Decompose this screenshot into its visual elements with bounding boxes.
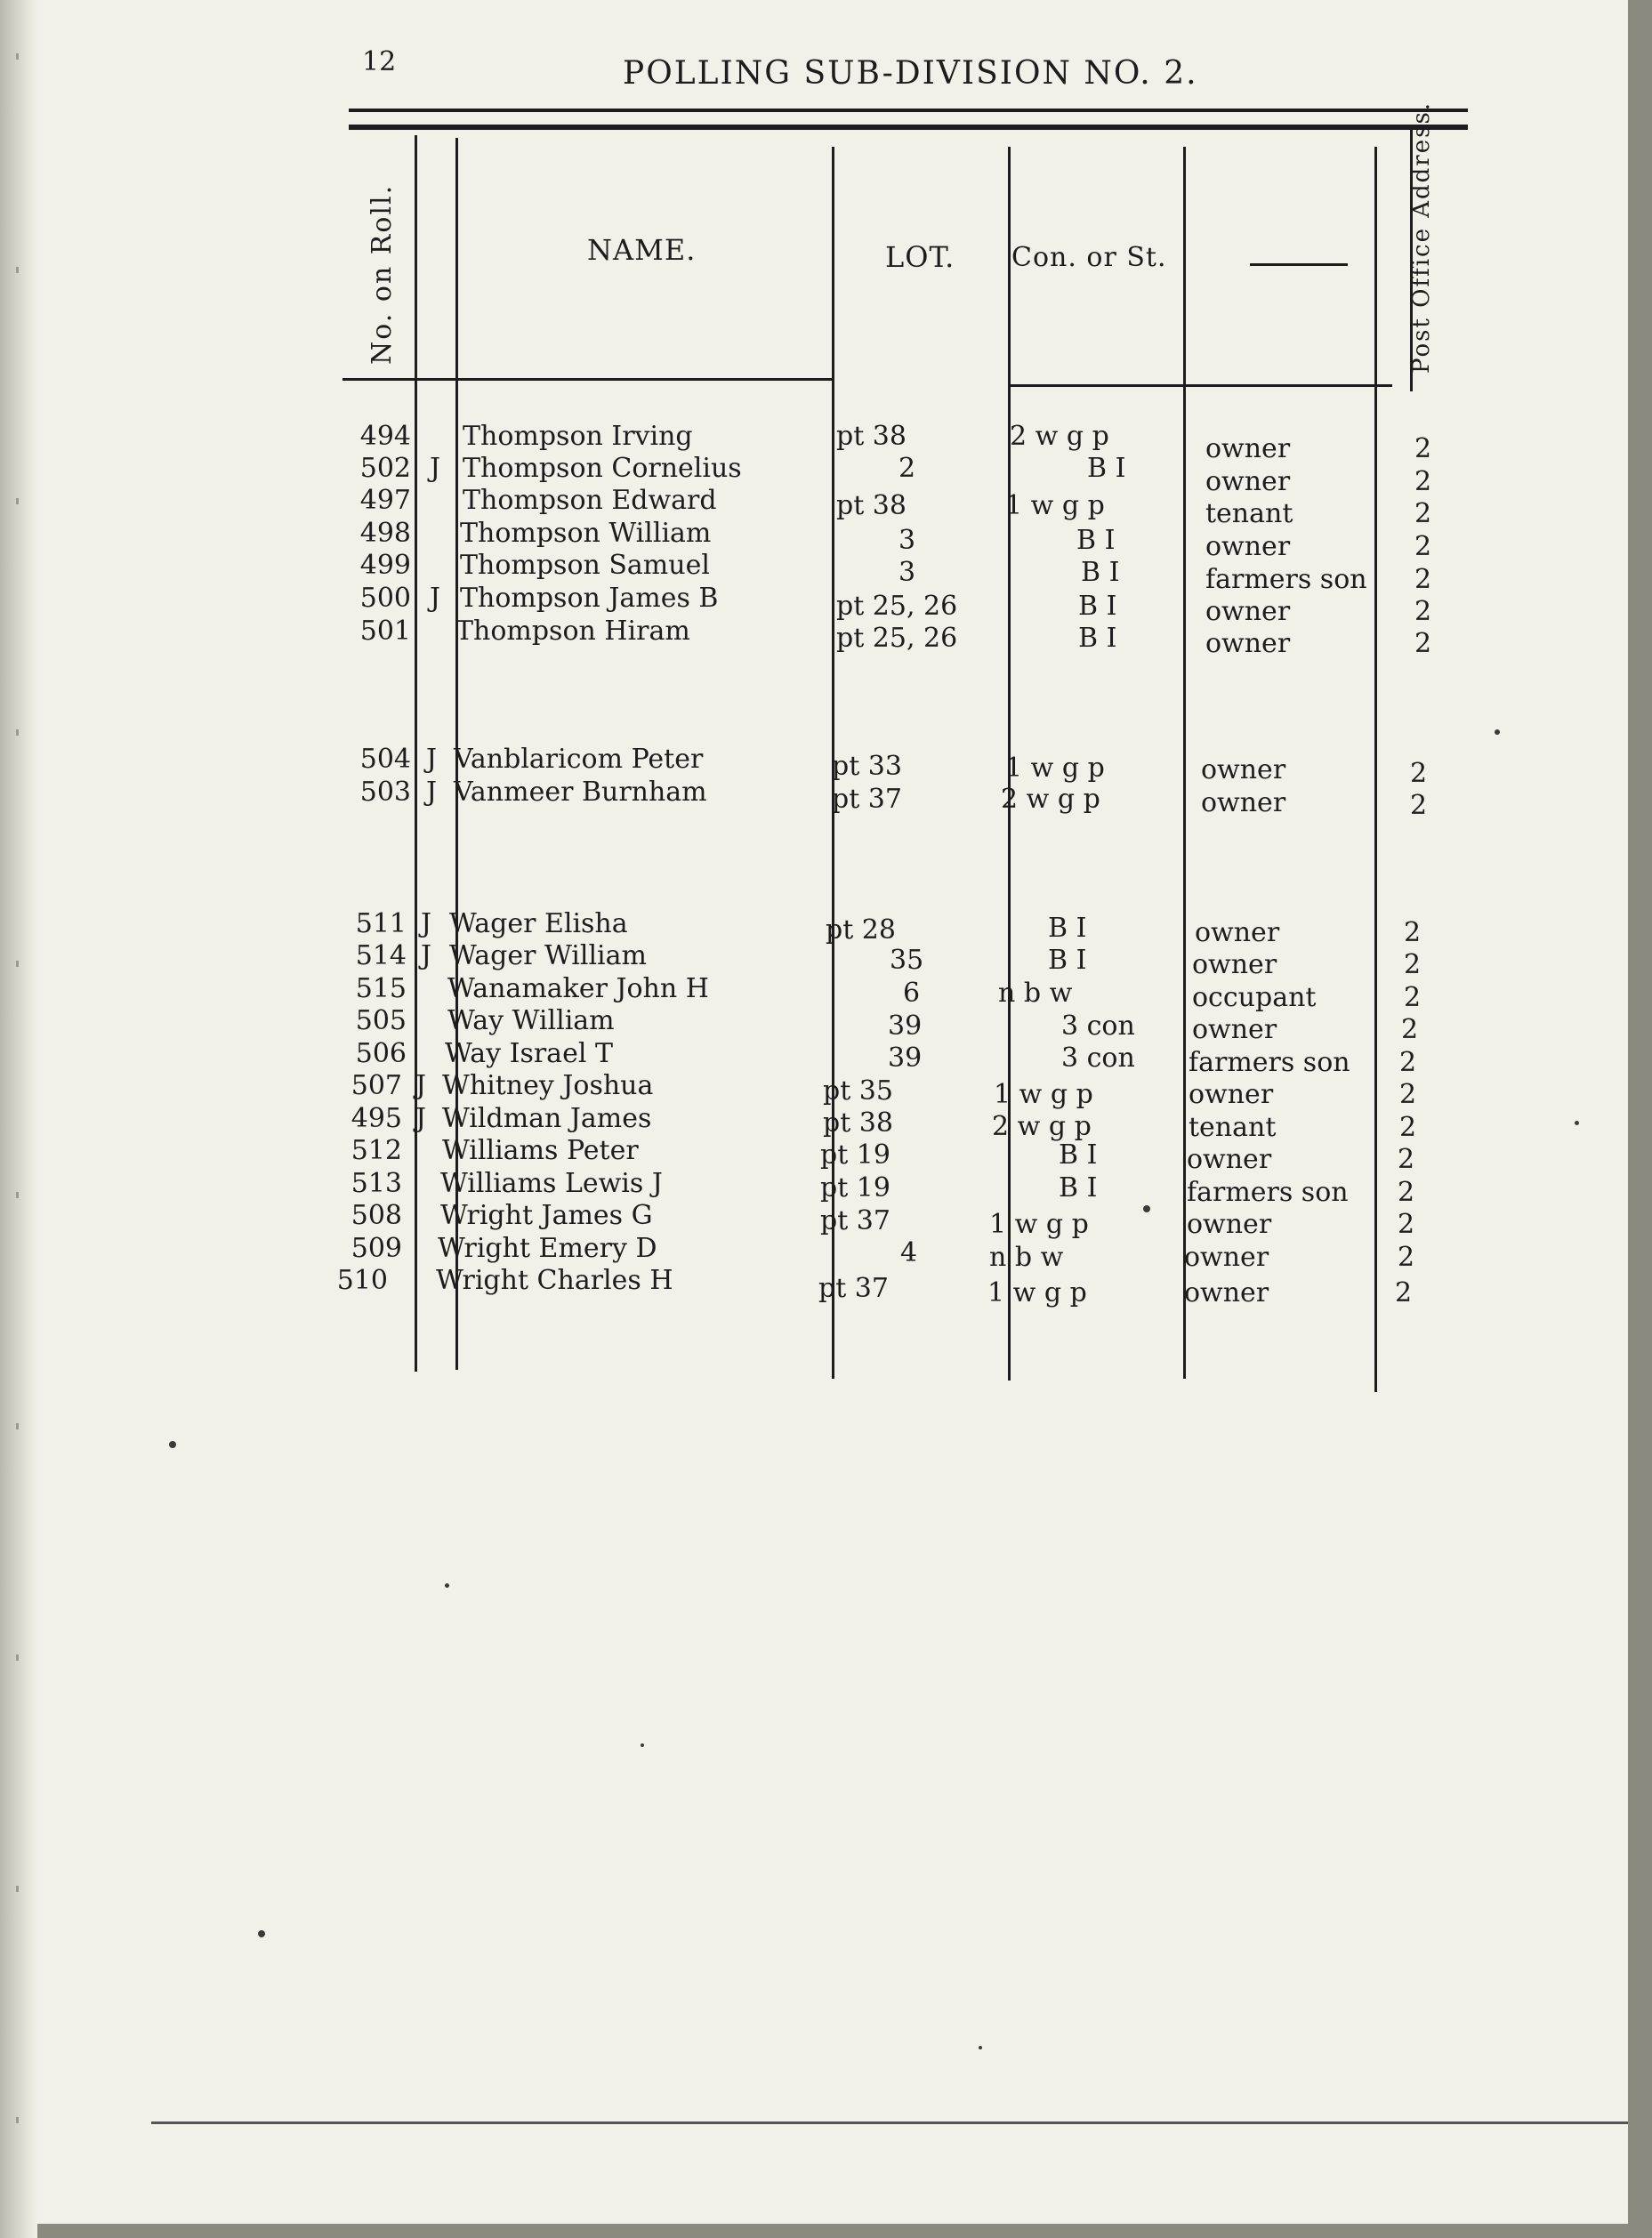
voter-name: Wager William: [449, 940, 647, 971]
voter-name: Wright Charles H: [436, 1265, 673, 1296]
roll-number: 514: [355, 940, 407, 971]
binding-stitch: [16, 2117, 19, 2123]
header-rule-top: [349, 109, 1468, 112]
post-office-number: 2: [1404, 949, 1422, 980]
concession: B I: [1048, 913, 1087, 944]
scan-speck: [979, 2046, 982, 2049]
post-office-number: 2: [1401, 1014, 1419, 1045]
lot-number: 3: [899, 525, 916, 556]
voter-name: Way William: [447, 1005, 615, 1036]
roll-number: 507: [351, 1070, 402, 1101]
post-office-number: 2: [1395, 1277, 1413, 1308]
post-office-number: 2: [1414, 433, 1432, 464]
tenure-status: farmers son: [1187, 1177, 1349, 1208]
voter-name: Thompson Irving: [463, 421, 693, 452]
tenure-status: owner: [1192, 1014, 1277, 1045]
voter-name: Thompson James B: [460, 583, 719, 614]
lot-number: pt 28: [826, 914, 896, 946]
juror-mark: J: [425, 777, 438, 808]
scan-speck: [1575, 1121, 1579, 1125]
binding-stitch: [16, 1192, 19, 1198]
juror-mark: J: [420, 940, 432, 971]
binding-stitch: [16, 1423, 19, 1429]
tenure-status: owner: [1184, 1277, 1269, 1308]
roll-number: 497: [359, 485, 411, 516]
lot-number: pt 19: [820, 1139, 890, 1171]
post-office-number: 2: [1414, 531, 1432, 562]
roll-number: 499: [359, 550, 411, 581]
concession: 1 w g p: [994, 1079, 1093, 1110]
concession: B I: [1076, 525, 1116, 556]
column-line: [1183, 147, 1186, 1379]
lot-number: pt 38: [823, 1107, 893, 1139]
roll-number: 508: [351, 1200, 402, 1231]
tenure-status: tenant: [1205, 498, 1293, 529]
page-edge-line: [151, 2121, 1628, 2124]
concession: B I: [1078, 623, 1117, 654]
post-office-number: 2: [1398, 1209, 1415, 1240]
juror-mark: J: [420, 908, 432, 939]
lot-number: pt 33: [832, 751, 902, 782]
roll-number: 509: [351, 1233, 402, 1264]
lot-number: 35: [890, 945, 924, 976]
post-office-number: 2: [1398, 1144, 1415, 1175]
binding-stitch: [16, 961, 19, 967]
roll-number: 500: [359, 583, 411, 614]
roll-number: 515: [355, 973, 407, 1004]
post-office-number: 2: [1414, 596, 1432, 627]
binding-stitch: [16, 267, 19, 273]
lot-number: 4: [900, 1237, 918, 1268]
tenure-status: owner: [1192, 949, 1277, 980]
concession: n b w: [989, 1242, 1064, 1273]
page-number: 12: [362, 46, 397, 77]
binding-stitch: [16, 53, 19, 60]
tenure-status: owner: [1205, 466, 1291, 497]
lot-number: pt 37: [820, 1205, 890, 1236]
voter-name: Wildman James: [442, 1103, 652, 1134]
tenure-status: owner: [1187, 1144, 1272, 1175]
voter-name: Wright Emery D: [438, 1233, 657, 1264]
column-header-name: NAME.: [587, 233, 697, 267]
concession: B I: [1087, 453, 1126, 484]
concession: B I: [1059, 1139, 1098, 1171]
scan-speck: [1143, 1205, 1150, 1212]
post-office-number: 2: [1410, 758, 1428, 789]
post-office-number: 2: [1410, 790, 1428, 821]
voter-name: Williams Peter: [442, 1135, 639, 1166]
lot-number: pt 19: [820, 1172, 890, 1204]
header-divider: [1010, 384, 1392, 387]
tenure-status: owner: [1189, 1079, 1274, 1110]
tenure-status: owner: [1184, 1242, 1269, 1273]
scan-speck: [641, 1743, 644, 1747]
roll-number: 503: [359, 777, 411, 808]
roll-number: 495: [351, 1103, 402, 1134]
voter-name: Vanmeer Burnham: [454, 777, 707, 808]
voter-name: Thompson Samuel: [460, 550, 710, 581]
juror-mark: J: [425, 744, 438, 775]
concession: 1 w g p: [1005, 490, 1105, 521]
juror-mark: J: [415, 1103, 427, 1134]
page-binding: [0, 0, 37, 2238]
tenure-status: tenant: [1189, 1112, 1277, 1143]
roll-number: 498: [359, 518, 411, 549]
voter-name: Way Israel T: [445, 1038, 613, 1069]
roll-number: 511: [355, 908, 407, 939]
voter-name: Whitney Joshua: [442, 1070, 654, 1101]
lot-number: pt 25, 26: [836, 591, 958, 622]
post-office-number: 2: [1404, 917, 1422, 948]
roll-number: 513: [351, 1168, 402, 1199]
roll-number: 504: [359, 744, 411, 775]
tenure-status: owner: [1201, 754, 1286, 785]
post-office-number: 2: [1398, 1177, 1415, 1208]
column-header-blank: [1250, 263, 1348, 266]
post-office-number: 2: [1399, 1047, 1417, 1078]
lot-number: 3: [899, 557, 916, 588]
voter-name: Wager Elisha: [449, 908, 628, 939]
roll-number: 505: [355, 1005, 407, 1036]
column-header-post-office: Post Office Address.: [1408, 101, 1435, 374]
tenure-status: owner: [1201, 787, 1286, 818]
voter-name: Thompson Hiram: [455, 616, 690, 647]
lot-number: 39: [888, 1010, 923, 1042]
lot-number: pt 35: [823, 1075, 893, 1107]
post-office-number: 2: [1414, 466, 1432, 497]
juror-mark: J: [415, 1070, 427, 1101]
post-office-number: 2: [1414, 498, 1432, 529]
roll-number: 510: [336, 1265, 388, 1296]
concession: 1 w g p: [1005, 753, 1105, 784]
lot-number: pt 38: [836, 421, 907, 452]
concession: 1 w g p: [987, 1277, 1087, 1308]
tenure-status: occupant: [1192, 982, 1317, 1013]
lot-number: 2: [899, 453, 916, 484]
voter-name: Thompson William: [460, 518, 712, 549]
lot-number: 6: [903, 978, 921, 1009]
running-head: POLLING SUB-DIVISION NO. 2.: [623, 55, 1198, 92]
lot-number: pt 25, 26: [836, 623, 958, 654]
post-office-number: 2: [1404, 982, 1422, 1013]
concession: B I: [1048, 945, 1087, 976]
concession: 2 w g p: [1001, 784, 1100, 815]
concession: 3 con: [1061, 1043, 1135, 1074]
voter-name: Wanamaker John H: [447, 973, 709, 1004]
concession: B I: [1078, 591, 1117, 622]
post-office-number: 2: [1414, 564, 1432, 595]
concession: B I: [1059, 1172, 1098, 1204]
column-header-lot: LOT.: [885, 240, 955, 274]
scan-speck: [258, 1930, 265, 1937]
concession: 3 con: [1061, 1010, 1135, 1042]
tenure-status: owner: [1195, 917, 1280, 948]
tenure-status: owner: [1205, 596, 1291, 627]
post-office-number: 2: [1399, 1079, 1417, 1110]
column-header-con: Con. or St.: [1011, 242, 1167, 273]
binding-stitch: [16, 1886, 19, 1892]
concession: n b w: [998, 978, 1073, 1009]
scan-speck: [445, 1583, 449, 1588]
post-office-number: 2: [1398, 1242, 1415, 1273]
concession: 2 w g p: [992, 1111, 1092, 1142]
juror-mark: J: [429, 453, 441, 484]
voter-name: Thompson Edward: [463, 485, 717, 516]
scan-speck: [169, 1441, 176, 1448]
post-office-number: 2: [1414, 628, 1432, 659]
tenure-status: owner: [1187, 1209, 1272, 1240]
tenure-status: owner: [1205, 531, 1291, 562]
binding-stitch: [16, 498, 19, 504]
lot-number: pt 38: [836, 490, 907, 521]
lot-number: pt 37: [818, 1273, 889, 1304]
lot-number: pt 37: [832, 784, 902, 815]
lot-number: 39: [888, 1043, 923, 1074]
concession: 1 w g p: [989, 1209, 1089, 1240]
scan-speck: [1495, 729, 1500, 735]
column-line: [1374, 147, 1377, 1392]
voter-name: Vanblaricom Peter: [454, 744, 704, 775]
tenure-status: farmers son: [1189, 1047, 1350, 1078]
header-rule-bottom: [349, 125, 1468, 130]
binding-stitch: [16, 729, 19, 736]
roll-number: 512: [351, 1135, 402, 1166]
tenure-status: owner: [1205, 433, 1291, 464]
roll-number: 506: [355, 1038, 407, 1069]
roll-number: 494: [359, 421, 411, 452]
post-office-number: 2: [1399, 1112, 1417, 1143]
voter-name: Wright James G: [440, 1200, 653, 1231]
voter-name: Williams Lewis J: [440, 1168, 663, 1199]
tenure-status: farmers son: [1205, 564, 1367, 595]
column-header-roll: No. on Roll.: [367, 183, 398, 365]
concession: 2 w g p: [1010, 421, 1109, 452]
roll-number: 501: [359, 616, 411, 647]
concession: B I: [1081, 557, 1120, 588]
juror-mark: J: [429, 583, 441, 614]
binding-stitch: [16, 1654, 19, 1661]
roll-number: 502: [359, 453, 411, 484]
tenure-status: owner: [1205, 628, 1291, 659]
voter-name: Thompson Cornelius: [463, 453, 742, 484]
